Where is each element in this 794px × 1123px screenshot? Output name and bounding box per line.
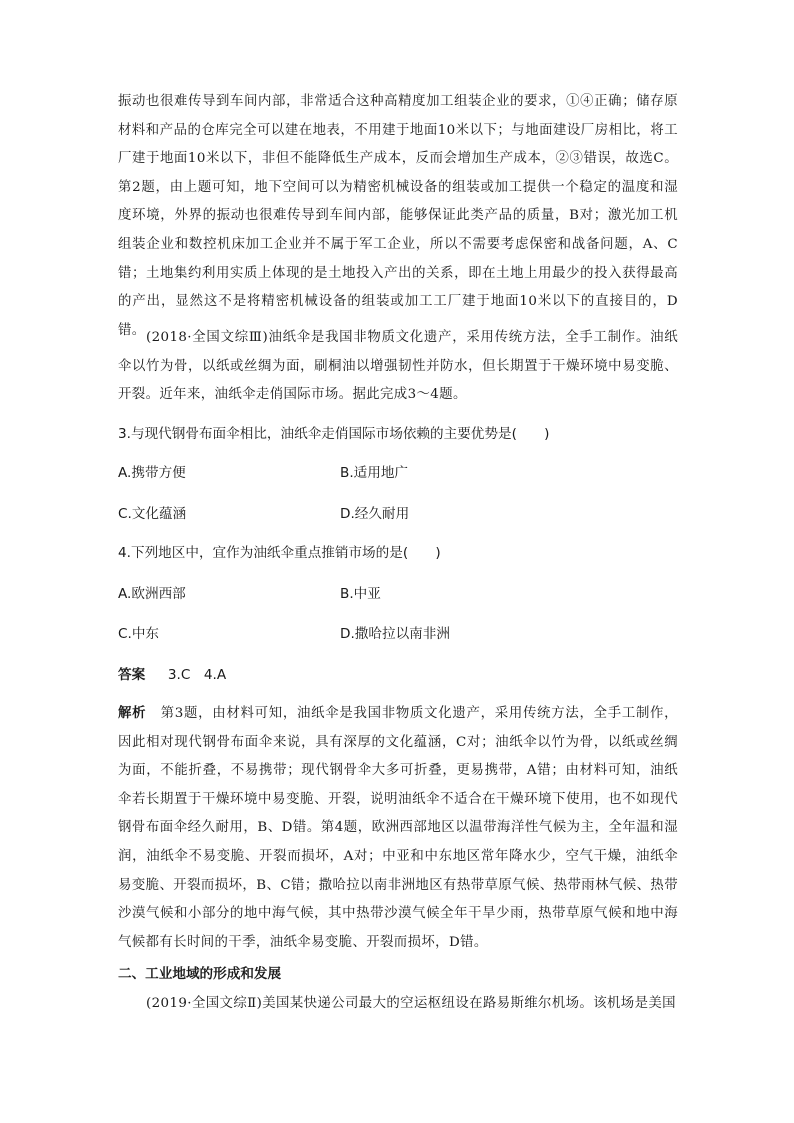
- section-heading: 二、工业地域的形成和发展: [118, 966, 282, 982]
- answer-line: [118, 665, 678, 685]
- q4-option-a: A.欧洲西部: [118, 586, 186, 602]
- next-material-paragraph: (2019·全国文综Ⅱ)美国某快递公司最大的空运枢纽设在路易斯维尔机场。该机场是美国: [146, 996, 676, 1011]
- q3-option-a: A.携带方便: [118, 465, 186, 481]
- intro-analysis-paragraph: 振动也很难传导到车间内部，非常适合这种高精度加工组装企业的要求，①④正确；储存原材料和产品的仓库完全可以建在地表，不用建于地面10米以下；与地面建设厂房相比，将工厂建于地面10米以下，非但不能降低生产成本，反而会增加生产成本，②③错误，故选C。第2题，由上题可知，地下空间可以为精密机械设备的组装或加工提供一个稳定的温度和湿度环境，外界的振动也很难传导到车间内部，能够保证此类产品的质量，B对；激光加工机组装企业和数控机床加工企业并不属于军工企业，所以不需要考虑保密和战备问题，A、C错；土地集约利用实质上体现的是土地投入产出的关系，即在土地上用最少的投入获得最高的产出，显然这不是将精密机械设备的组装或加工工厂建于地面10米以下的直接目的，D错。: [118, 94, 678, 338]
- answer-label: 答案: [118, 667, 146, 683]
- analysis-text: 第3题，由材料可知，油纸伞是我国非物质文化遗产，采用传统方法，全手工制作，因此相对现代钢骨布面伞来说，具有深厚的文化蕴涵，C对；油纸伞以竹为骨，以纸或丝绸为面，不能折叠，不易携带；现代钢骨伞大多可折叠，更易携带，A错；由材料可知，油纸伞若长期置于干燥环境中易变脆、开裂，说明油纸伞不适合在干燥环境下使用，也不如现代钢骨布面伞经久耐用，B、D错。第4题，欧洲西部地区以温带海洋性气候为主，全年温和湿润，油纸伞不易变脆、开裂而损坏，A对；中亚和中东地区常年降水少，空气干燥，油纸伞易变脆、开裂而损坏，B、C错；撒哈拉以南非洲地区有热带草原气候、热带雨林气候、热带沙漠气候和小部分的地中海气候，其中热带沙漠气候全年干旱少雨，热带草原气候和地中海气候都有长时间的干季，油纸伞易变脆、开裂而损坏，D错。: [118, 706, 678, 950]
- q4-option-c: C.中东: [118, 626, 160, 642]
- q3-option-d: D.经久耐用: [340, 506, 410, 522]
- answer-value: 3.C 4.A: [167, 667, 227, 683]
- question-4-stem: 4.下列地区中，宜作为油纸伞重点推销市场的是( ): [118, 545, 441, 561]
- analysis-paragraph: [118, 700, 678, 957]
- q4-option-d: D.撒哈拉以南非洲: [340, 626, 450, 642]
- q3-option-b: B.适用地广: [340, 465, 409, 481]
- question-3-stem: 3.与现代钢骨布面伞相比，油纸伞走俏国际市场依赖的主要优势是( ): [118, 426, 550, 442]
- q4-option-b: B.中亚: [340, 586, 381, 602]
- material-paragraph: (2018·全国文综Ⅲ)油纸伞是我国非物质文化遗产，采用传统方法，全手工制作。油纸伞以竹为骨，以纸或丝绸为面，刷桐油以增强韧性并防水，但长期置于干燥环境中易变脆、开裂。近年来，油纸伞走俏国际市场。据此完成3～4题。: [118, 330, 678, 403]
- analysis-label: 解析: [118, 706, 147, 721]
- q3-option-c: C.文化蕴涵: [118, 506, 187, 522]
